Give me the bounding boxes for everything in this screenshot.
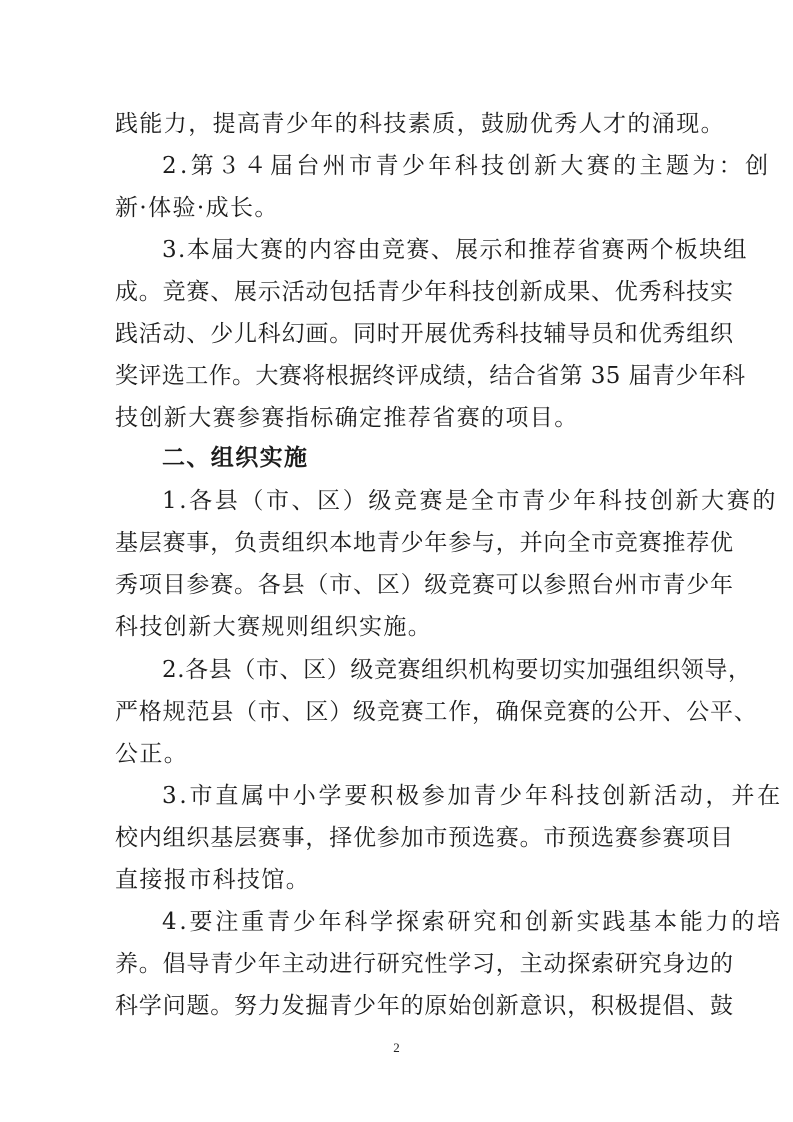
text-line: 3.市直属中小学要积极参加青少年科技创新活动，并在 (162, 783, 783, 809)
text-line: 新·体验·成长。 (115, 195, 279, 221)
text-line: 4.要注重青少年科学探索研究和创新实践基本能力的培 (162, 909, 783, 935)
text-line: 基层赛事，负责组织本地青少年参与，并向全市竞赛推荐优 (115, 530, 734, 556)
text-line: 科技创新大赛规则组织实施。 (115, 614, 433, 640)
page-number: 2 (393, 1040, 400, 1055)
text-line: 技创新大赛参赛指标确定推荐省赛的项目。 (115, 405, 579, 431)
text-line: 奖评选工作。大赛将根据终评成绩，结合省第 35 届青少年科 (115, 363, 746, 389)
section-heading: 二、组织实施 (162, 445, 309, 471)
text-line: 秀项目参赛。各县（市、区）级竞赛可以参照台州市青少年 (115, 572, 734, 598)
text-line: 2.第３４届台州市青少年科技创新大赛的主题为：创 (162, 153, 772, 179)
text-line: 1.各县（市、区）级竞赛是全市青少年科技创新大赛的 (162, 488, 778, 514)
text-line: 校内组织基层赛事，择优参加市预选赛。市预选赛参赛项目 (115, 825, 734, 851)
text-line: 公正。 (115, 741, 189, 767)
text-line: 3.本届大赛的内容由竞赛、展示和推荐省赛两个板块组 (162, 237, 748, 263)
text-line: 养。倡导青少年主动进行研究性学习，主动探索研究身边的 (115, 951, 734, 977)
text-line: 科学问题。努力发掘青少年的原始创新意识，积极提倡、鼓 (115, 993, 734, 1019)
text-line: 成。竞赛、展示活动包括青少年科技创新成果、优秀科技实 (115, 279, 734, 305)
text-line: 践能力，提高青少年的科技素质，鼓励优秀人才的涌现。 (115, 111, 725, 137)
text-line: 严格规范县（市、区）级竞赛工作，确保竞赛的公开、公平、 (115, 699, 758, 725)
text-line: 直接报市科技馆。 (115, 867, 311, 893)
text-line: 践活动、少儿科幻画。同时开展优秀科技辅导员和优秀组织 (115, 321, 734, 347)
text-line: 2.各县（市、区）级竞赛组织机构要切实加强组织领导， (162, 657, 752, 683)
